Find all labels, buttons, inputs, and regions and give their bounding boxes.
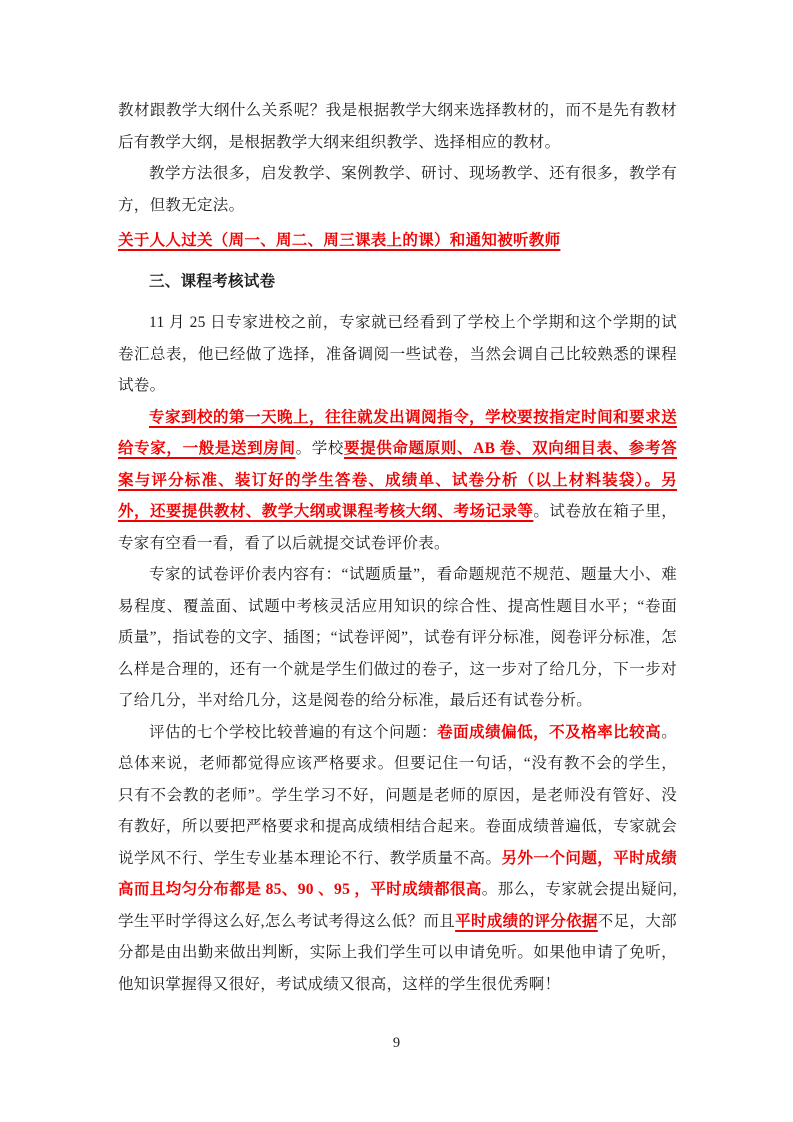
text-run-red-underline: 平时成绩的评分依据 [455, 912, 598, 930]
text-run: 。试卷放在箱子里，专家有空看一看，看了以后就提交试卷评价表。 [118, 503, 677, 552]
paragraph-evaluation-form [118, 559, 677, 717]
text-run: 。那么，专家就会提出疑问,学生平时学得这么好,怎么考试考得这么低？而且 [118, 881, 677, 930]
text-run: 11 月 25 日专家进校之前，专家就已经看到了学校上个学期和这个学期的试卷汇总表，他已经做了选择，准备调阅一些试卷，当然会调自己比较熟悉的课程试卷。 [118, 314, 677, 394]
text-run: 。学校 [295, 440, 344, 457]
text-run-red-underline: 关于人人过关（周一、周二、周三课表上的课）和通知被听教师 [118, 232, 561, 249]
paragraph-teaching-methods [118, 158, 677, 221]
text-content [118, 95, 677, 1000]
paragraph-materials-required [118, 402, 677, 560]
paragraph-red-notice [118, 225, 677, 257]
text-run-red-underline: 要提供命题原则、AB 卷、双向细目表、参考答案与评分标准、装订好的学生答卷、成绩单、试卷分析（以上材料装袋）。另外，还要提供教材、教学大纲或课程考核大纲、考场记录等 [118, 440, 677, 520]
paragraph-continuation [118, 95, 677, 158]
text-run: 不足，大部分都是由出勤来做出判断，实际上我们学生可以申请免听。如果他申请了免听，他知识掌握得又很好，考试成绩又很高，这样的学生很优秀啊！ [118, 912, 677, 993]
text-run-red-bold: 卷面成绩偏低，不及格率比较高 [437, 723, 662, 741]
text-run: 。总体来说，老师都觉得应该严格要求。但要记住一句话，“没有教不会的学生，只有不会教的老师”。学生学习不好，问题是老师的原因，是老师没有管好、没有教好，所以要把严格要求和提高成绩相结合起来。卷面成绩普遍低，专家就会说学风不行、学生专业基本理论不行、教学质量不高。 [118, 723, 678, 867]
text-run-red-bold: 另外一个问题，平时成绩高而且均匀分布都是 85、90 、95 ，平时成绩都很高 [118, 849, 677, 898]
text-run-red-underline: 专家到校的第一天晚上，往往就发出调阅指令，学校要按指定时间和要求送给专家，一般是送到房间 [118, 408, 677, 457]
text-run: 教学方法很多，启发教学、案例教学、研讨、现场教学、还有很多，教学有方，但教无定法。 [118, 165, 677, 214]
section-heading [118, 266, 677, 298]
text-run: 专家的试卷评价表内容有：“试题质量”，看命题规范不规范、题量大小、难易程度、覆盖面、试题中考核灵活应用知识的综合性、提高性题目水平；“卷面质量”，指试卷的文字、插图；“试卷评阅”，试卷有评分标准，阅卷评分标准，怎么样是合理的，还有一个就是学生们做过的卷子，这一步对了给几分，下一步对了给几分，半对给几分，这是阅卷的给分标准，最后还有试卷分析。 [118, 566, 677, 709]
heading-text: 三、课程考核试卷 [149, 272, 276, 290]
text-run: 教材跟教学大纲什么关系呢？我是根据教学大纲来选择教材的，而不是先有教材后有教学大纲，是根据教学大纲来组织教学、选择相应的教材。 [118, 102, 677, 151]
paragraph-common-problems [118, 717, 677, 1001]
paragraph-expert-arrival [118, 307, 677, 402]
page-number: 9 [392, 1035, 401, 1051]
text-run: 评估的七个学校比较普遍的有这个问题： [149, 723, 438, 741]
